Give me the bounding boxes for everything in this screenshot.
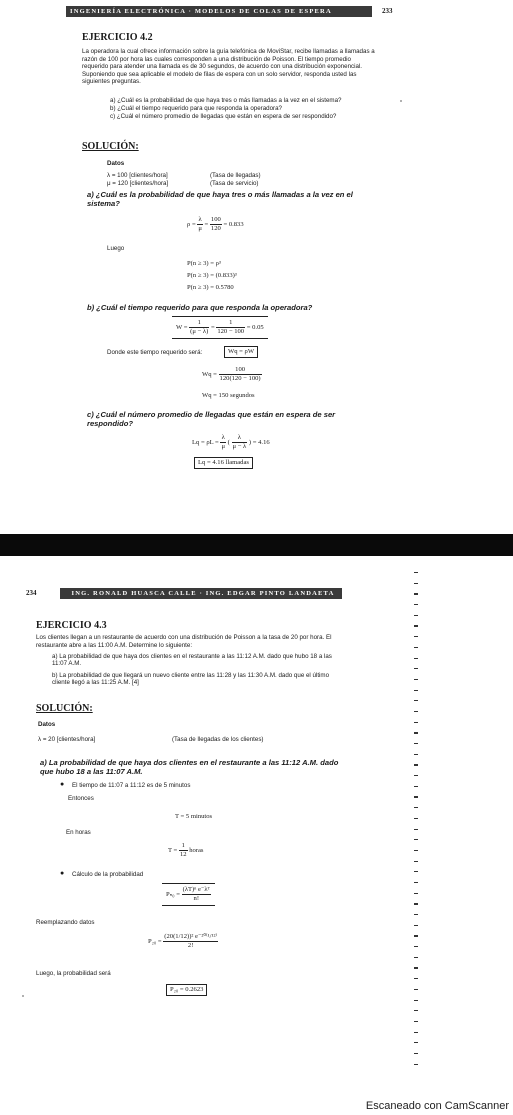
dato-lambda-desc: (Tasa de llegadas) <box>210 172 261 179</box>
luego-label: Luego <box>107 245 125 252</box>
wq-box: Wq = ρW <box>224 346 258 358</box>
rho-result: = 0.833 <box>223 221 244 229</box>
w-den: (μ − λ) <box>190 328 209 335</box>
dato-mu: μ = 120 [clientes/hora] <box>107 180 169 187</box>
t-num: 1 <box>179 842 188 851</box>
wq-result: Wq = 150 segundos <box>202 392 255 399</box>
wq-den: 120(120 − 100) <box>219 375 261 382</box>
scan-edge-marks <box>414 572 420 1074</box>
rho-formula <box>187 216 244 233</box>
question-a: a) La probabilidad de que haya dos clientes en el restaurante a las 11:12 A.M. dado que hubo 18 a las 11:07 A.M. <box>52 653 332 668</box>
t-den: 12 <box>179 851 187 858</box>
w-result: = 0.05 <box>246 324 264 332</box>
scan-gap-band <box>0 534 513 556</box>
w-eq: = <box>210 324 215 332</box>
exercise-statement: Los clientes llegan a un restaurante de acuerdo con una distribución de Poisson a la tasa de 20 por hora. El restaurante abre a las 11:00 A.M. Determine lo siguiente: <box>36 634 332 649</box>
page-number: 234 <box>26 589 37 597</box>
rho-den2: 120 <box>210 225 221 232</box>
luego-label: Luego, la probabilidad será <box>36 970 111 977</box>
p-line-1: P(n ≥ 3) = ρ³ <box>187 260 221 267</box>
part-b-question: b) ¿Cuál el tiempo requerido para que responda la operadora? <box>87 303 313 312</box>
pn-left: Pₙ₀ = <box>166 891 180 899</box>
scanned-page-1 <box>62 0 393 500</box>
lq-den2: μ − λ <box>232 443 247 450</box>
entonces-label: Entonces <box>68 795 94 802</box>
lq-left: Lq = ρL = <box>192 439 219 447</box>
dato-lambda: λ = 20 [clientes/hora] <box>38 736 96 743</box>
page-header-bar: ING. RONALD HUASCA CALLE · ING. EDGAR PINTO LANDAETA <box>60 588 342 599</box>
p20-left: P₂₀ = <box>148 938 162 946</box>
pn-formula <box>162 883 215 906</box>
pn-den: n! <box>193 895 200 902</box>
question-a: a) ¿Cuál es la probabilidad de que haya tres o más llamadas a la vez en el sistema? <box>110 97 342 104</box>
pn-num: (λT)ⁿ e⁻λᵀ <box>182 886 210 893</box>
scanned-page-2 <box>26 580 412 1100</box>
part-a-question: a) ¿Cuál es la probabilidad de que haya tres o más llamadas a la vez en el sistema? <box>87 190 353 208</box>
datos-label: Datos <box>107 160 125 167</box>
p20-result-box: P₂₀ = 0.2623 <box>166 984 207 996</box>
rho-den: μ <box>198 225 202 232</box>
w-den2: 120 − 100 <box>217 328 245 335</box>
lq-formula <box>192 434 270 451</box>
wq-formula <box>202 366 262 383</box>
scan-speck <box>400 100 402 102</box>
lq-den1: μ <box>221 443 225 450</box>
question-c: c) ¿Cuál el número promedio de llegadas que están en espera de ser respondido? <box>110 113 337 120</box>
w-formula <box>172 316 268 339</box>
solution-title: SOLUCIÓN: <box>82 141 139 152</box>
bullet-1-text: El tiempo de 11:07 a 11:12 es de 5 minutos <box>72 782 191 789</box>
p20-formula <box>148 933 218 950</box>
wq-num: 100 <box>219 366 262 375</box>
t-hours-formula <box>168 842 203 859</box>
lq-paren: ( <box>227 439 230 447</box>
scan-speck <box>22 995 24 997</box>
exercise-title: EJERCICIO 4.3 <box>36 620 107 631</box>
en-horas-label: En horas <box>66 829 91 836</box>
w-num2: 1 <box>216 319 245 328</box>
rho-eq: = <box>204 221 209 229</box>
part-a-question: a) La probabilidad de que haya dos clientes en el restaurante a las 11:12 A.M. dado que hubo 18 a las 11:07 A.M. <box>40 758 339 776</box>
p20-num: (20(1/12))² e⁻²⁰⁽¹/¹²⁾ <box>164 933 218 940</box>
rho-num: λ <box>198 216 202 223</box>
bullet-icon: ● <box>60 870 65 877</box>
donde-label: Donde este tiempo requerido será: <box>107 349 203 356</box>
page-header-bar: INGENIERÍA ELECTRÓNICA · MODELOS DE COLAS DE ESPERA <box>66 6 372 17</box>
page-number: 233 <box>382 7 393 15</box>
question-b: b) ¿Cuál el tiempo requerido para que responda la operadora? <box>110 105 282 112</box>
reemplazando-label: Reemplazando datos <box>36 919 95 926</box>
lq-result: ) = 4.16 <box>248 439 270 447</box>
p-line-3: P(n ≥ 3) = 0.5780 <box>187 284 234 291</box>
exercise-statement: La operadora la cual ofrece información sobre la guía telefónica de MoviStar, recibe llamadas a llamadas a razón de 100 por hora las cuales corresponden a una distribución de Poisson. El tiempo promedio requerido para atender una llamada es de 30 segundos, de acuerdo con una distribución exponencial. Suponiendo que sea aplicable el modelo de filas de espera con un solo servidor, responda usted las siguientes preguntas. <box>82 48 375 86</box>
scanner-watermark: Escaneado con CamScanner <box>365 1100 509 1112</box>
t-minutes: T = 5 minutos <box>175 813 213 820</box>
dato-lambda-desc: (Tasa de llegadas de los clientes) <box>172 736 264 743</box>
lq-num2: λ <box>232 434 248 443</box>
p20-den: 2! <box>187 942 194 949</box>
t-left: T = <box>168 847 178 855</box>
question-b: b) La probabilidad de que llegará un nuevo cliente entre las 11:28 y las 11:30 A.M. dado que el último cliente llegó a las 11:25 A.M. [4] <box>52 672 330 687</box>
part-c-question: c) ¿Cuál el número promedio de llegadas que están en espera de ser respondido? <box>87 410 336 428</box>
dato-lambda: λ = 100 [clientes/hora] <box>107 172 168 179</box>
exercise-title: EJERCICIO 4.2 <box>82 32 153 43</box>
lq-box: Lq = 4.16 llamadas <box>194 457 253 469</box>
bullet-icon: ● <box>60 781 65 788</box>
t-unit: horas <box>189 847 204 855</box>
rho-num2: 100 <box>210 216 221 223</box>
lq-num1: λ <box>221 434 225 441</box>
w-num: 1 <box>189 319 209 328</box>
dato-mu-desc: (Tasa de servicio) <box>210 180 259 187</box>
wq-left: Wq = <box>202 371 217 379</box>
p-line-2: P(n ≥ 3) = (0.833)³ <box>187 272 237 279</box>
datos-label: Datos <box>38 721 56 728</box>
bullet-2-text: Cálculo de la probabilidad <box>72 871 144 878</box>
rho-left: ρ = <box>187 221 196 229</box>
w-left: W = <box>176 324 188 332</box>
solution-title: SOLUCIÓN: <box>36 703 93 714</box>
